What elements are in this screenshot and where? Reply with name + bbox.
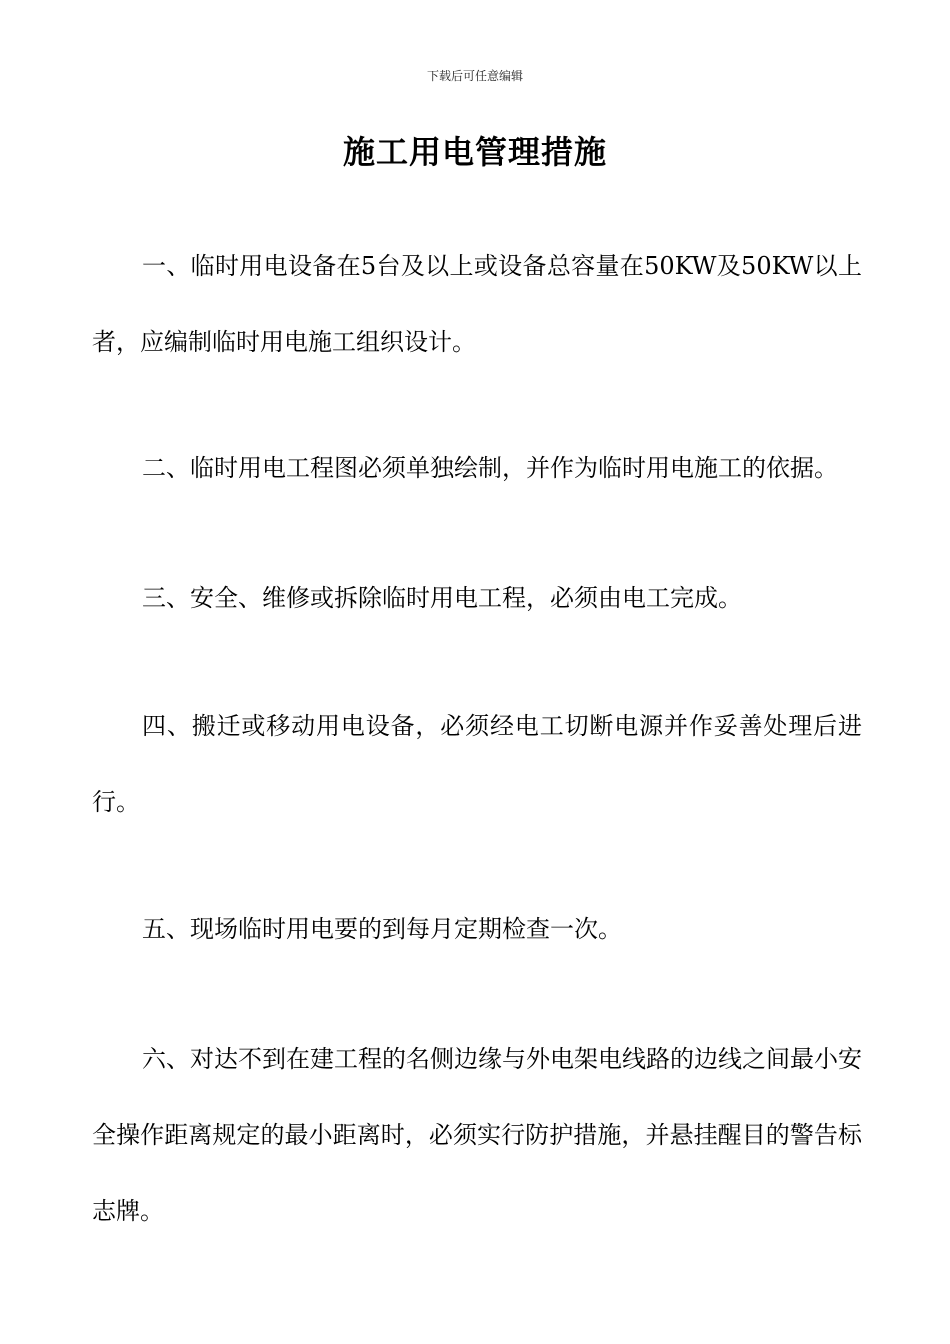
document-title: 施工用电管理措施	[342, 133, 607, 171]
paragraph-1: 一、临时用电设备在5台及以上或设备总容量在50KW及50KW以上者，应编制临时用电施工组织设计。	[92, 252, 862, 356]
paragraph-3: 三、安全、维修或拆除临时用电工程，必须由电工完成。	[142, 584, 742, 612]
paragraph-5: 五、现场临时用电要的到每月定期检查一次。	[142, 915, 622, 943]
header-note: 下载后可任意编辑	[426, 69, 523, 83]
paragraph-6: 六、对达不到在建工程的名侧边缘与外电架电线路的边线之间最小安全操作距离规定的最小距离时，必须实行防护措施，并悬挂醒目的警告标志牌。	[92, 1045, 862, 1225]
paragraph-2: 二、临时用电工程图必须单独绘制，并作为临时用电施工的依据。	[142, 454, 838, 482]
paragraph-4: 四、搬迁或移动用电设备，必须经电工切断电源并作妥善处理后进行。	[92, 712, 862, 816]
